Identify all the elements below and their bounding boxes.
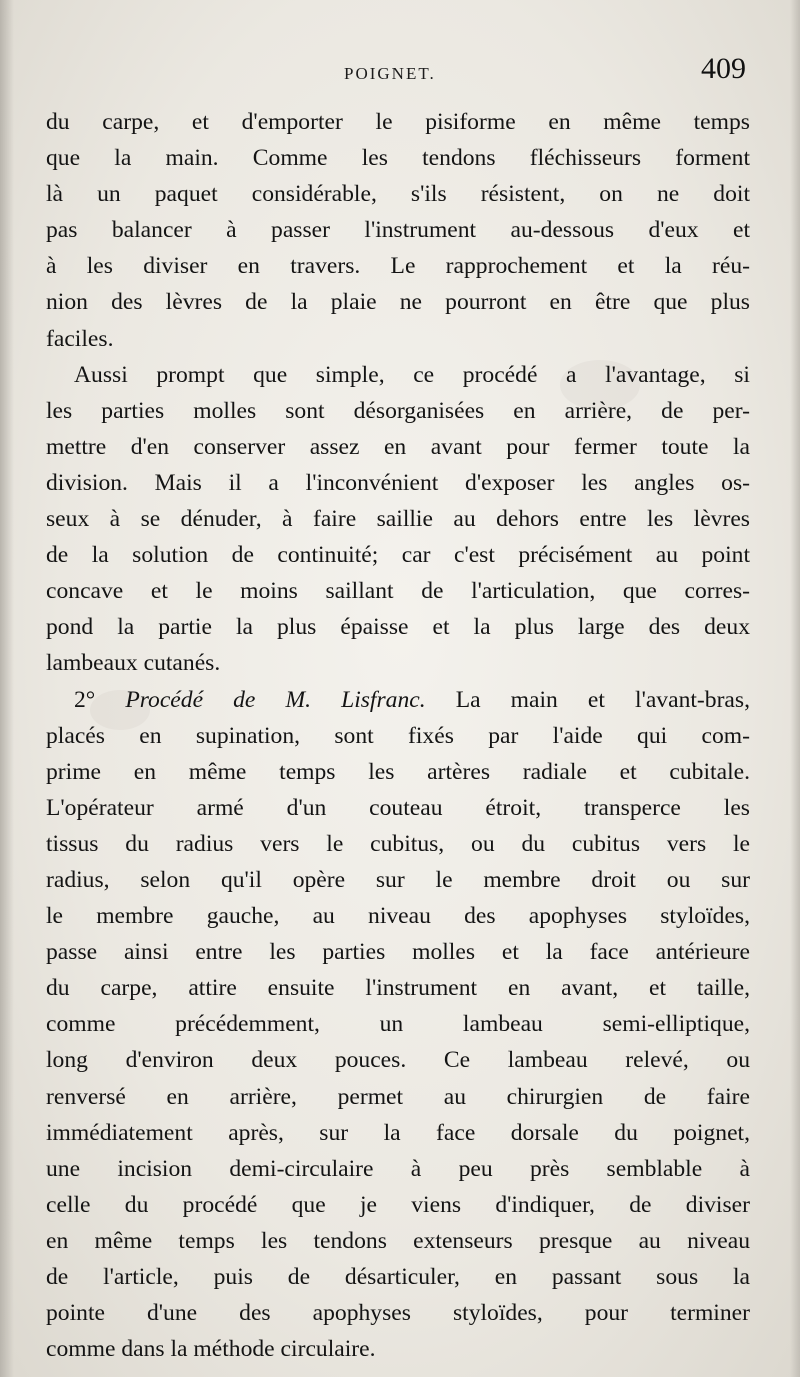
text-line: nion des lèvres de la plaie ne pourront en être que plus — [46, 289, 750, 316]
text-line: en même temps les tendons extenseurs presque au niveau — [46, 1227, 750, 1254]
text-line: L'opérateur armé d'un couteau étroit, transperce les — [46, 794, 750, 821]
text-line: immédiatement après, sur la face dorsale du poignet, — [46, 1119, 750, 1146]
text-line: division. Mais il a l'inconvénient d'exposer les angles os- — [46, 469, 750, 496]
text-line: concave et le moins saillant de l'articulation, que corres- — [46, 578, 750, 605]
text-line: une incision demi-circulaire à peu près semblable à — [46, 1155, 750, 1182]
text-line: du carpe, attire ensuite l'instrument en avant, et taille, — [46, 975, 750, 1002]
text-line: les parties molles sont désorganisées en arrière, de per- — [46, 397, 750, 424]
section-number: 2° — [74, 686, 126, 713]
text-line: du carpe, et d'emporter le pisiforme en même temps — [46, 109, 750, 135]
text-line: de l'article, puis de désarticuler, en passant sous la — [46, 1264, 750, 1290]
text-line: prime en même temps les artères radiale et cubitale. — [46, 758, 750, 785]
section-heading-line — [46, 682, 750, 718]
text-line: radius, selon qu'il opère sur le membre droit ou sur — [46, 866, 750, 893]
text-line: pond la partie la plus épaisse et la plus large des deux — [46, 614, 750, 641]
text-line: tissus du radius vers le cubitus, ou du cubitus vers le — [46, 830, 750, 857]
paragraph-first-line: Aussi prompt que simple, ce procédé a l'avantage, si — [74, 361, 750, 388]
text-line: lambeaux cutanés. — [46, 650, 221, 677]
text-line: pas balancer à passer l'instrument au-dessous d'eux et — [46, 217, 750, 244]
text-line: là un paquet considérable, s'ils résistent, on ne doit — [46, 181, 750, 208]
text-line: mettre d'en conserver assez en avant pour fermer toute la — [46, 433, 750, 460]
text-body — [46, 104, 750, 1367]
section-title: Procédé de M. Lisfranc. — [125, 686, 426, 713]
page-left-edge-shadow — [0, 0, 14, 1377]
text-line: à les diviser en travers. Le rapprochement et la réu- — [46, 253, 750, 280]
text-line: long d'environ deux pouces. Ce lambeau relevé, ou — [46, 1047, 750, 1074]
page-number: 409 — [701, 52, 746, 85]
text-line: le membre gauche, au niveau des apophyses styloïdes, — [46, 903, 750, 930]
text-line: placés en supination, sont fixés par l'aide qui com- — [46, 722, 750, 749]
text-line: celle du procédé que je viens d'indiquer, de diviser — [46, 1191, 750, 1218]
text-line: pointe d'une des apophyses styloïdes, pour terminer — [46, 1300, 750, 1327]
running-head: POIGNET. — [344, 64, 436, 83]
text-line: de la solution de continuité; car c'est précisément au point — [46, 542, 750, 569]
text-line: seux à se dénuder, à faire saillie au dehors entre les lèvres — [46, 506, 750, 533]
section-lead-text: La main et l'avant-bras, — [425, 686, 750, 713]
text-line: comme dans la méthode circulaire. — [46, 1336, 376, 1363]
text-line: renversé en arrière, permet au chirurgien de faire — [46, 1083, 750, 1110]
text-line: passe ainsi entre les parties molles et la face antérieure — [46, 939, 750, 966]
text-line: faciles. — [46, 325, 114, 352]
text-line: que la main. Comme les tendons fléchisseurs forment — [46, 145, 750, 172]
page-right-edge-shadow — [790, 0, 800, 1377]
page-header — [46, 52, 746, 98]
text-line: comme précédemment, un lambeau semi-elliptique, — [46, 1011, 750, 1038]
